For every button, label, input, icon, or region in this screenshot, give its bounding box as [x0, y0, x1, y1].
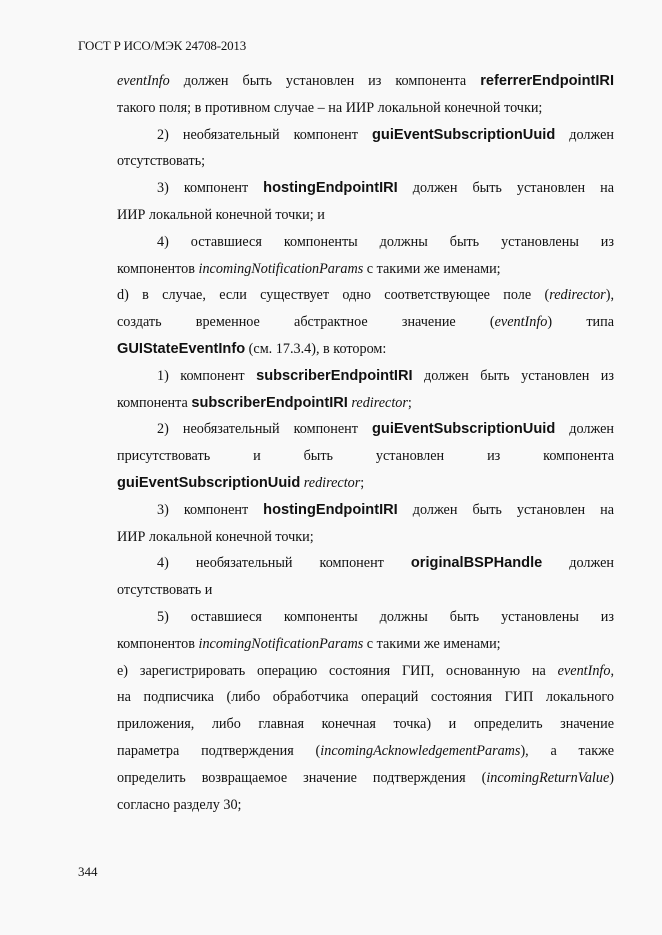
text-run: создать временное абстрактное значение ( [117, 314, 495, 331]
text-line [117, 363, 614, 390]
text-line [117, 524, 614, 551]
italic-term: redirector [351, 394, 408, 411]
code-identifier: GUIStateEventInfo [117, 340, 246, 357]
text-line [117, 792, 614, 819]
text-run: отсутствовать; [117, 153, 206, 170]
text-run: компонентов [117, 635, 199, 652]
text-run: с такими же именами; [363, 260, 501, 277]
italic-term: redirector [303, 474, 361, 491]
document-body [117, 68, 614, 818]
text-run: e) зарегистрировать операцию состояния ГИП, основанную на [117, 662, 558, 679]
text-run: на подписчика (либо обработчика операций состояния ГИП локального [117, 689, 614, 706]
text-line [117, 550, 614, 577]
text-run: ИИР локальной конечной точки; [117, 528, 314, 545]
text-run: 3) компонент [157, 180, 264, 197]
code-identifier: guiEventSubscriptionUuid [372, 126, 556, 143]
text-line [117, 68, 614, 95]
italic-term: redirector [549, 287, 606, 304]
text-line [117, 684, 614, 711]
text-run: 4) необязательный компонент [157, 555, 411, 572]
italic-term: incomingNotificationParams [198, 635, 364, 652]
text-line [117, 577, 614, 604]
text-run: отсутствовать и [117, 582, 213, 599]
text-line [117, 631, 614, 658]
text-line [117, 148, 614, 175]
text-run: должен [542, 555, 614, 572]
text-line [117, 229, 614, 256]
italic-term: incomingReturnValue [486, 769, 610, 786]
text-run: компонентов [117, 260, 199, 277]
text-line [117, 202, 614, 229]
document-header: ГОСТ Р ИСО/МЭК 24708-2013 [78, 38, 247, 53]
text-line [117, 256, 614, 283]
text-line [117, 282, 614, 309]
text-run: 1) компонент [157, 367, 257, 384]
text-run: ) типа [547, 314, 614, 331]
text-run: должен [555, 421, 614, 438]
code-identifier: referrerEndpointIRI [480, 73, 614, 89]
text-run: ) [609, 769, 614, 786]
text-run: должен быть установлен на [397, 501, 614, 518]
text-run: ИИР локальной конечной точки; и [117, 206, 325, 223]
italic-term: eventInfo [494, 314, 548, 331]
text-run: 4) оставшиеся компоненты должны быть установлены из [157, 233, 614, 250]
text-run: ; [360, 474, 365, 491]
italic-term: incomingNotificationParams [198, 260, 364, 277]
code-identifier: guiEventSubscriptionUuid [372, 421, 556, 438]
italic-term: incomingAcknowledgementParams [320, 742, 521, 759]
italic-term: eventInfo [117, 73, 170, 89]
text-run: с такими же именами; [363, 635, 501, 652]
text-line [117, 390, 614, 417]
text-line [117, 122, 614, 149]
text-run: должен [555, 126, 614, 143]
italic-term: eventInfo [557, 662, 611, 679]
page-number: 344 [78, 864, 98, 879]
text-run: ; [407, 394, 412, 411]
text-line [117, 658, 614, 685]
text-line [117, 738, 614, 765]
text-line [117, 765, 614, 792]
text-run: должен быть установлен из компонента [169, 73, 481, 89]
code-identifier: guiEventSubscriptionUuid [117, 474, 301, 491]
text-run: должен быть установлен на [397, 180, 614, 197]
text-run: должен быть установлен из [412, 367, 614, 384]
code-identifier: hostingEndpointIRI [263, 180, 398, 197]
text-run: такого поля; в противном случае – на ИИР локальной конечной точки; [117, 99, 543, 116]
text-line [117, 711, 614, 738]
text-line [117, 416, 614, 443]
text-run: присутствовать и быть установлен из компонента [117, 448, 614, 465]
text-line [117, 175, 614, 202]
code-identifier: subscriberEndpointIRI [191, 394, 348, 411]
text-run: 2) необязательный компонент [157, 126, 372, 143]
text-run: , [610, 662, 614, 679]
text-run: d) в случае, если существует одно соответствующее поле ( [117, 287, 550, 304]
text-line [117, 309, 614, 336]
text-line [117, 604, 614, 631]
text-run: компонента [117, 394, 192, 411]
text-run: параметра подтверждения ( [117, 742, 321, 759]
text-run: ), а также [520, 742, 615, 759]
text-run: приложения, либо главная конечная точка) и определить значение [117, 716, 614, 733]
text-run: определить возвращаемое значение подтверждения ( [117, 769, 487, 786]
text-run: 3) компонент [157, 501, 264, 518]
text-run: 2) необязательный компонент [157, 421, 372, 438]
text-line [117, 336, 614, 363]
code-identifier: hostingEndpointIRI [263, 501, 398, 518]
text-line [117, 443, 614, 470]
text-run: (см. 17.3.4), в котором: [245, 340, 387, 357]
text-line [117, 95, 614, 122]
text-run: 5) оставшиеся компоненты должны быть установлены из [157, 608, 614, 625]
text-run: ), [605, 287, 614, 304]
code-identifier: originalBSPHandle [410, 555, 543, 572]
text-line [117, 470, 614, 497]
text-run: согласно разделу 30; [117, 796, 242, 813]
text-line [117, 497, 614, 524]
code-identifier: subscriberEndpointIRI [256, 367, 413, 384]
